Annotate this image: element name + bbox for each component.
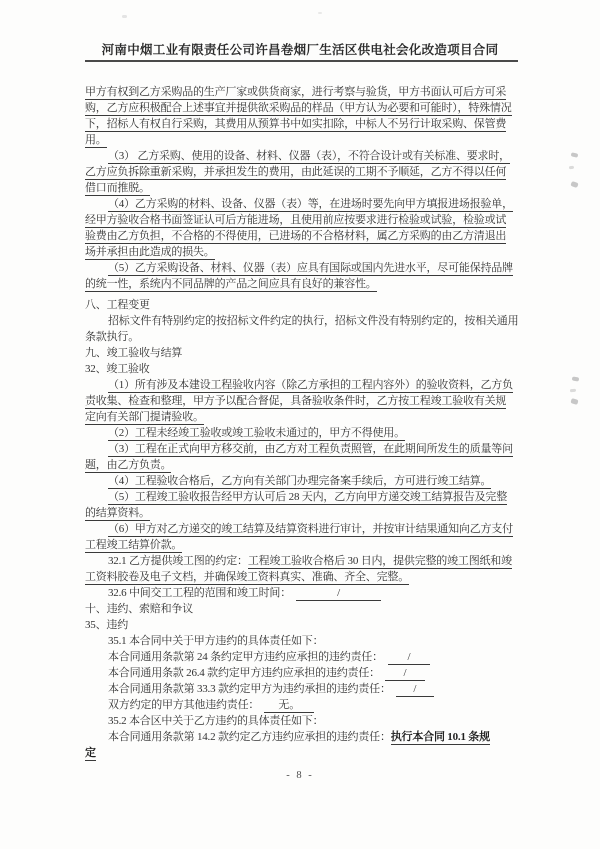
text-segment: 35、违约 [85,619,128,631]
contract-line [85,244,525,260]
contract-line [85,329,525,345]
contract-line [85,649,525,665]
contract-line [85,228,525,244]
contract-line [85,377,525,393]
scan-artifact [570,398,578,405]
text-segment: 本合同通用条款第 24 条约定甲方违约应承担的违约责任： [108,651,383,663]
page-number: - 8 - [286,770,314,781]
contract-line [85,276,525,292]
text-segment: 乙方应负拆除重新采购，并承担发生的费用，由此延误的工期不予顺延，乙方不得以任何 [85,166,507,178]
text-segment: 购，乙方应积极配合上述事宜并提供欲采购品的样品（甲方认为必要和可能时），特殊情况 [85,102,512,114]
text-segment: 十、违约、索赔和争议 [85,603,193,615]
scan-artifact [572,376,580,381]
section-heading [85,601,525,617]
fill-in-blank: / [385,666,425,681]
text-segment: 的统一性，系统内不同品牌的产品之间应具有良好的兼容性。 [85,278,377,290]
text-segment: （5）乙方采购设备、材料、仪器（表）应具有国际或国内先进水平，尽可能保持品牌 [108,262,513,274]
text-segment: 32.6 中间交工工程的范围和竣工时间： [108,587,291,599]
text-segment: （6）甲方对乙方递交的竣工结算及结算资料进行审计，并按审计结果通知向乙方支付 [108,523,513,535]
contract-line [85,521,525,537]
contract-line [85,441,525,457]
contract-line [85,393,525,409]
text-segment: 条款执行。 [85,331,139,343]
text-segment: 招标文件有特别约定的按招标文件约定的执行，招标文件没有特别约定的，按相关通用 [108,315,519,327]
section-heading [85,361,525,377]
text-segment: （4）乙方采购的材料、设备、仪器（表）等，在进场时要先向甲方填报进场报验单， [108,198,513,210]
contract-line [85,665,525,681]
contract-line [85,585,525,601]
text-segment: 的结算资料。 [85,507,150,519]
contract-line [85,505,525,521]
contract-line [85,148,525,164]
title-underline-rule [85,60,518,62]
contract-line [85,132,525,148]
contract-line [85,260,525,276]
text-segment: 九、竣工验收与结算 [85,347,183,359]
scan-artifact [569,166,574,170]
fill-in-blank: / [388,650,430,665]
text-segment: 32、竣工验收 [85,363,150,375]
contract-line [85,745,525,761]
contract-line [85,537,525,553]
contract-line [85,409,525,425]
text-segment: （3）工程在正式向甲方移交前，由乙方对工程负责照管，在此期间所发生的质量等问 [108,443,513,455]
text-segment: （2）工程未经竣工验收或竣工验收未通过的，甲方不得使用。 [108,427,405,439]
contract-line [85,100,525,116]
contract-line [85,180,525,196]
text-segment: 双方约定的甲方其他违约责任： [108,699,260,711]
text-segment: 借口而推脱。 [85,182,150,194]
fill-in-blank: / [396,682,434,697]
section-heading [85,345,525,361]
contract-line [85,729,525,745]
contract-line [85,212,525,228]
section-heading [85,297,525,313]
text-segment: （1）所有涉及本建设工程验收内容（除乙方承担的工程内容外）的验收资料，乙方负 [108,379,513,391]
contract-line [85,84,525,100]
text-segment: 场并承担由此造成的损失。 [85,246,215,258]
contract-line [85,713,525,729]
text-segment: 工程竣工验收合格后 30 日内，提供完整的竣工图纸和竣 [247,555,512,567]
scan-artifact [318,12,322,14]
text-segment: 经甲方验收合格书面签证认可后方能进场，且使用前应按要求进行检验或试验，检验或试 [85,214,507,226]
section-heading [85,617,525,633]
text-segment: 定 [85,747,96,759]
contract-line [85,681,525,697]
text-segment: 执行本合同 10.1 条规 [390,731,490,743]
contract-line [85,457,525,473]
page-title: 河南中烟工业有限责任公司许昌卷烟厂生活区供电社会化改造项目合同 [101,43,499,57]
contract-line [85,569,525,585]
contract-line [85,633,525,649]
fill-in-blank: 无。 [264,698,314,713]
text-segment: 题，由乙方负责。 [85,459,172,471]
text-segment: 35.2 本合区中关于乙方违约的具体责任如下： [108,715,324,727]
scan-artifact [122,15,127,18]
fill-in-blank: / [296,586,381,601]
scan-artifact [571,152,579,158]
text-segment: 工程竣工结算价款。 [85,539,183,551]
contract-line [85,116,525,132]
contract-line [85,489,525,505]
scan-artifact [570,389,576,393]
text-segment: 32.1 乙方提供竣工图的约定： [108,555,248,567]
scan-artifact [570,181,578,188]
text-segment: 本合同通用条款 26.4 款约定甲方违约应承担的违约责任： [108,667,380,679]
text-segment: 35.1 本合同中关于甲方违约的具体责任如下： [108,635,324,647]
contract-line [85,697,525,713]
contract-line [85,425,525,441]
text-segment: （3） 乙方采购、使用的设备、材料、仪器（表），不符合设计或有关标准、要求时， [108,150,510,162]
text-segment: 本合同通用条款第 14.2 款约定乙方违约应承担的违约责任： [108,731,391,743]
text-segment: 下，招标人有权自行采购，其费用从预算书中如实扣除，中标人不另行计取采购、保管费 [85,118,507,130]
text-segment: （5）工程竣工验收报告经甲方认可后 28 天内，乙方向甲方递交竣工结算报告及完整 [108,491,507,503]
text-segment: 甲方有权到乙方采购品的生产厂家或供货商家，进行考察与验货，甲方书面认可后方可采 [85,86,507,98]
text-segment: （4）工程验收合格后，乙方向有关部门办理完备案手续后，方可进行竣工结算。 [108,475,492,487]
contract-line [85,164,525,180]
text-segment: 本合同通用条款第 33.3 款约定甲方为违约承担的违约责任： [108,683,391,695]
text-segment: 验费由乙方负担，不合格的不得使用，已进场的不合格材料，属乙方采购的由乙方清退出 [85,230,507,242]
text-segment: 八、工程变更 [85,299,150,311]
contract-line [85,313,525,329]
text-segment: 责收集、检查和整理，甲方予以配合督促，具备验收条件时，乙方按工程竣工验收有关规 [85,395,507,407]
contract-line [85,473,525,489]
document-body [85,84,525,761]
text-segment: 定向有关部门提请验收。 [85,411,204,423]
contract-line [85,196,525,212]
text-segment: 用。 [85,134,107,146]
text-segment: 工资料胶卷及电子文档，并确保竣工资料真实、准确、齐全、完整。 [85,571,409,583]
contract-line [85,553,525,569]
